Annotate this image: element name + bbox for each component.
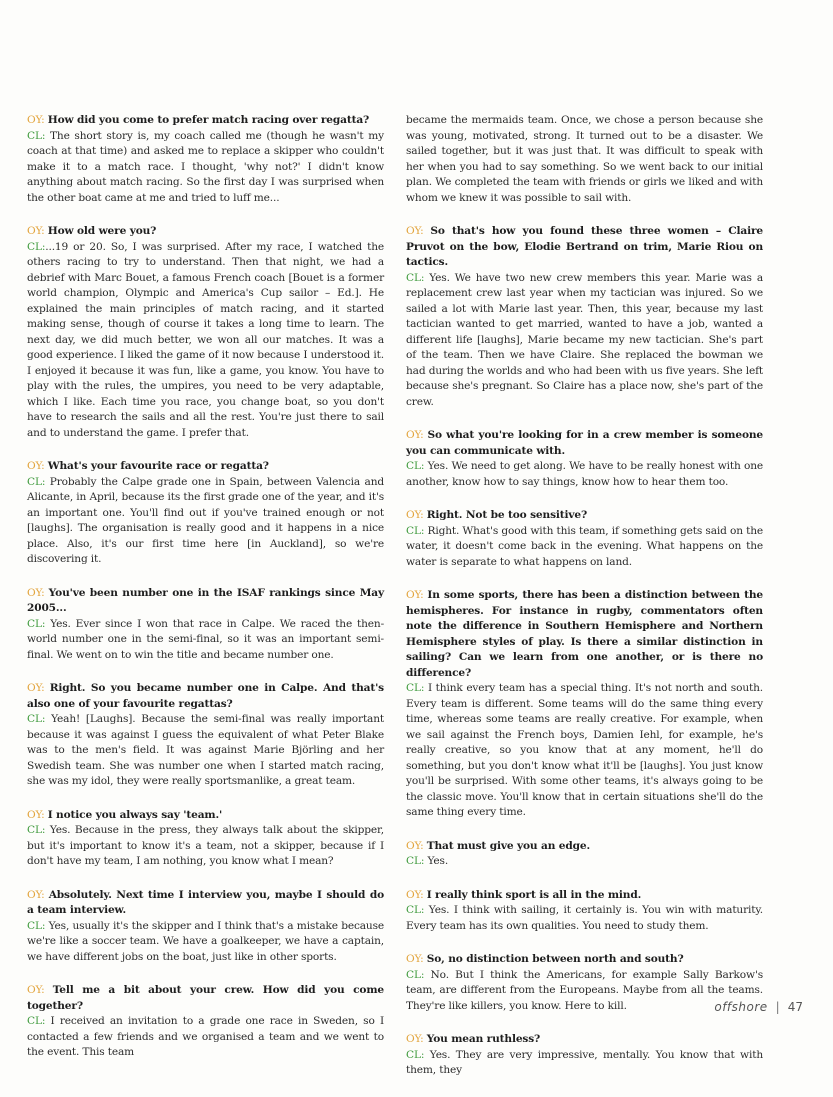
answer: Yes. We need to get along. We have to be really honest with one another, know how to say things, know how to hear them too.: [406, 460, 764, 488]
answer: Probably the Calpe grade one in Spain, between Valencia and Alicante, in April, because its the first grade one of the year, and it's an important one. You'll find out if you've trained enough or not [laughs]. The organisation is really good and it happens in a nice place. Also, it's our first time here [in Auckland], so we're discovering it.: [27, 475, 384, 565]
speaker-label: CL:: [27, 129, 46, 142]
speaker-label: CL:: [27, 240, 46, 253]
question: Tell me a bit about your crew. How did you come together?: [27, 984, 384, 1012]
interview-exchange: [27, 888, 384, 966]
speaker-label: CL:: [27, 1015, 46, 1027]
interview-exchange: [406, 508, 763, 570]
speaker-label: CL:: [406, 682, 425, 694]
interview-exchange: [27, 113, 384, 206]
speaker-label: CL:: [27, 824, 46, 836]
interview-exchange: [27, 681, 384, 790]
answer: Yes, usually it's the skipper and I think that's a mistake because we're like a soccer team. We have a goalkeeper, we have a captain, we have different jobs on the boat, just like in other sports.: [27, 919, 384, 963]
answer: Yes.: [427, 855, 449, 867]
speaker-label: OY:: [27, 682, 45, 694]
answer: ...19 or 20. So, I was surprised. After my race, I watched the others racing to try to understand. Then that night, we had a debrief with Marc Bouet, a famous French coach [Bouet is a former world champion, Olympic and America's Cup sailor – Ed.]. He explained the main principles of match racing, and it started making sense, though of course it takes a long time to learn. The next day, we did much better, we won all our matches. It was a good experience. I liked the game of it now because I understood it. I enjoyed it because it was fun, like a game, you know. You have to play with the rules, the umpires, you need to be very adaptable, which I like. Each time you race, you change boat, so you don't have to research the sails and all the rest. You're just there to sail and to understand the game. I prefer that.: [27, 240, 384, 439]
speaker-label: CL:: [406, 968, 425, 981]
interview-exchange: [27, 459, 384, 568]
speaker-label: CL:: [406, 1048, 425, 1061]
question: In some sports, there has been a distinction between the hemispheres. For instance in rugby, commentators often note the difference in Southern Hemisphere and Northern Hemisphere styles of play. Is there a similar distinction in sailing? Can we learn from one another, or is there no difference?: [406, 589, 764, 679]
answer: No. But I think the Americans, for example Sally Barkow's team, are different from the Europeans. Maybe from all the teams. They're like killers, you know. Here to kill.: [406, 968, 764, 1012]
question: So that's how you found these three women – Claire Pruvot on the bow, Elodie Bertrand on trim, Marie Riou on tactics.: [406, 225, 763, 268]
speaker-label: OY:: [27, 460, 45, 472]
interview-exchange: [406, 224, 763, 410]
right-column: [406, 113, 763, 1097]
answer: I think every team has a special thing. It's not north and south. Every team is different. Some teams will do the same thing every time, whereas some teams are really creative. For example, when we sail against the French boys, Damien Iehl, for example, he's really creative, so you know that at any moment, he'll do something, but you don't know what it'll be [laughs]. You just know you'll be surprised. With some other teams, it's always going to be the classic move. You'll know that in certain situations she'll do the same thing every time.: [406, 682, 763, 818]
speaker-label: OY:: [27, 984, 45, 996]
speaker-label: CL:: [406, 271, 425, 284]
speaker-label: CL:: [406, 904, 425, 916]
magazine-brand: offshore: [714, 1000, 768, 1014]
question: Right. Not be too sensitive?: [426, 509, 588, 521]
answer: Yes. They are very impressive, mentally. You know that with them, they: [406, 1048, 763, 1076]
question: How did you come to prefer match racing over regatta?: [47, 114, 370, 126]
speaker-label: OY:: [27, 888, 45, 901]
answer: Yes. Ever since I won that race in Calpe. We raced the then-world number one in the semi-final, so it was an important semi-final. We went on to win the title and became number one.: [27, 617, 385, 661]
speaker-label: OY:: [406, 589, 424, 601]
speaker-label: CL:: [406, 524, 425, 537]
continued-answer: became the mermaids team. Once, we chose a person because she was young, motivated, strong. It turned out to be a disaster. We sailed together, but it was just that. It was difficult to speak with her when you had to say something. So we went back to our initial plan. We completed the team with friends or girls we liked and with whom we knew it was possible to sail with.: [406, 114, 763, 204]
speaker-label: OY:: [406, 888, 424, 901]
interview-exchange: [27, 224, 384, 441]
speaker-label: OY:: [27, 586, 45, 599]
speaker-label: OY:: [406, 429, 424, 441]
speaker-label: OY:: [27, 225, 45, 237]
speaker-label: CL:: [406, 855, 425, 867]
answer: I received an invitation to a grade one race in Sweden, so I contacted a few friends and we organised a team and we went to the event. This team: [27, 1015, 384, 1058]
speaker-label: CL:: [406, 460, 425, 472]
question: You've been number one in the ISAF rankings since May 2005...: [27, 586, 385, 614]
answer: Yes. We have two new crew members this year. Marie was a replacement crew last year when my tactician was injured. So we sailed a lot with Marie last year. Then, this year, because my last tactician wanted to get married, wanted to have a job, wanted a different life [laughs], Marie became my new tactician. She's part of the team. Then we have Claire. She replaced the bowman we had during the worlds and who had been with us five years. She left because she's pregnant. So Claire has a place now, she's part of the crew.: [406, 271, 764, 408]
answer: Yeah! [Laughs]. Because the semi-final was really important because it was against I guess the equivalent of what Peter Blake was to the men's field. It was against Marie Björling and her Swedish team. She was number one when I started match racing, she was my idol, they were really sportsmanlike, a great team.: [27, 713, 385, 787]
question: How old were you?: [47, 225, 157, 237]
interview-exchange: [27, 808, 384, 870]
footer-separator: |: [775, 1000, 780, 1014]
speaker-label: OY:: [27, 114, 45, 126]
interview-exchange: [406, 888, 763, 935]
interview-exchange: [406, 428, 763, 490]
page-footer: [714, 1000, 803, 1014]
interview-exchange: [406, 588, 763, 821]
speaker-label: OY:: [406, 509, 424, 521]
question: So, no distinction between north and south?: [426, 953, 684, 965]
question: What's your favourite race or regatta?: [47, 460, 269, 472]
question: I notice you always say 'team.': [47, 808, 223, 821]
speaker-label: OY:: [406, 953, 424, 965]
interview-exchange: [406, 952, 763, 1014]
answer: Right. What's good with this team, if something gets said on the water, it doesn't come back in the evening. What happens on the water is separate to what happens on land.: [406, 524, 763, 568]
answer: Yes. Because in the press, they always talk about the skipper, but it's important to know it's a team, not a skipper, because if I don't have my team, I am nothing, you know what I mean?: [27, 824, 384, 867]
question: That must give you an edge.: [426, 839, 591, 852]
speaker-label: CL:: [27, 617, 46, 630]
question: So what you're looking for in a crew member is someone you can communicate with.: [406, 429, 764, 457]
speaker-label: CL:: [27, 919, 46, 932]
left-column: [27, 113, 384, 1079]
speaker-label: OY:: [406, 839, 424, 852]
interview-exchange: [27, 983, 384, 1061]
speaker-label: CL:: [27, 475, 46, 488]
answer: The short story is, my coach called me (though he wasn't my coach at that time) and asked me to replace a skipper who couldn't make it to a match race. I thought, 'why not?' I didn't know anything about match racing. So the first day I was surprised when the other boat came at me and tried to luff me...: [27, 129, 384, 204]
speaker-label: OY:: [27, 808, 45, 821]
answer: Yes. I think with sailing, it certainly is. You win with maturity. Every team has its own qualities. You need to study them.: [406, 904, 763, 932]
speaker-label: OY:: [406, 1033, 424, 1045]
interview-exchange: [27, 586, 384, 664]
question: I really think sport is all in the mind.: [426, 888, 642, 901]
question: You mean ruthless?: [426, 1033, 541, 1045]
interview-exchange: [406, 839, 763, 870]
interview-exchange: [406, 1032, 763, 1079]
question: Right. So you became number one in Calpe. And that's also one of your favourite regattas?: [27, 682, 384, 710]
speaker-label: OY:: [406, 225, 424, 237]
question: Absolutely. Next time I interview you, maybe I should do a team interview.: [27, 888, 385, 916]
speaker-label: CL:: [27, 713, 46, 725]
page-number: 47: [787, 1000, 803, 1014]
